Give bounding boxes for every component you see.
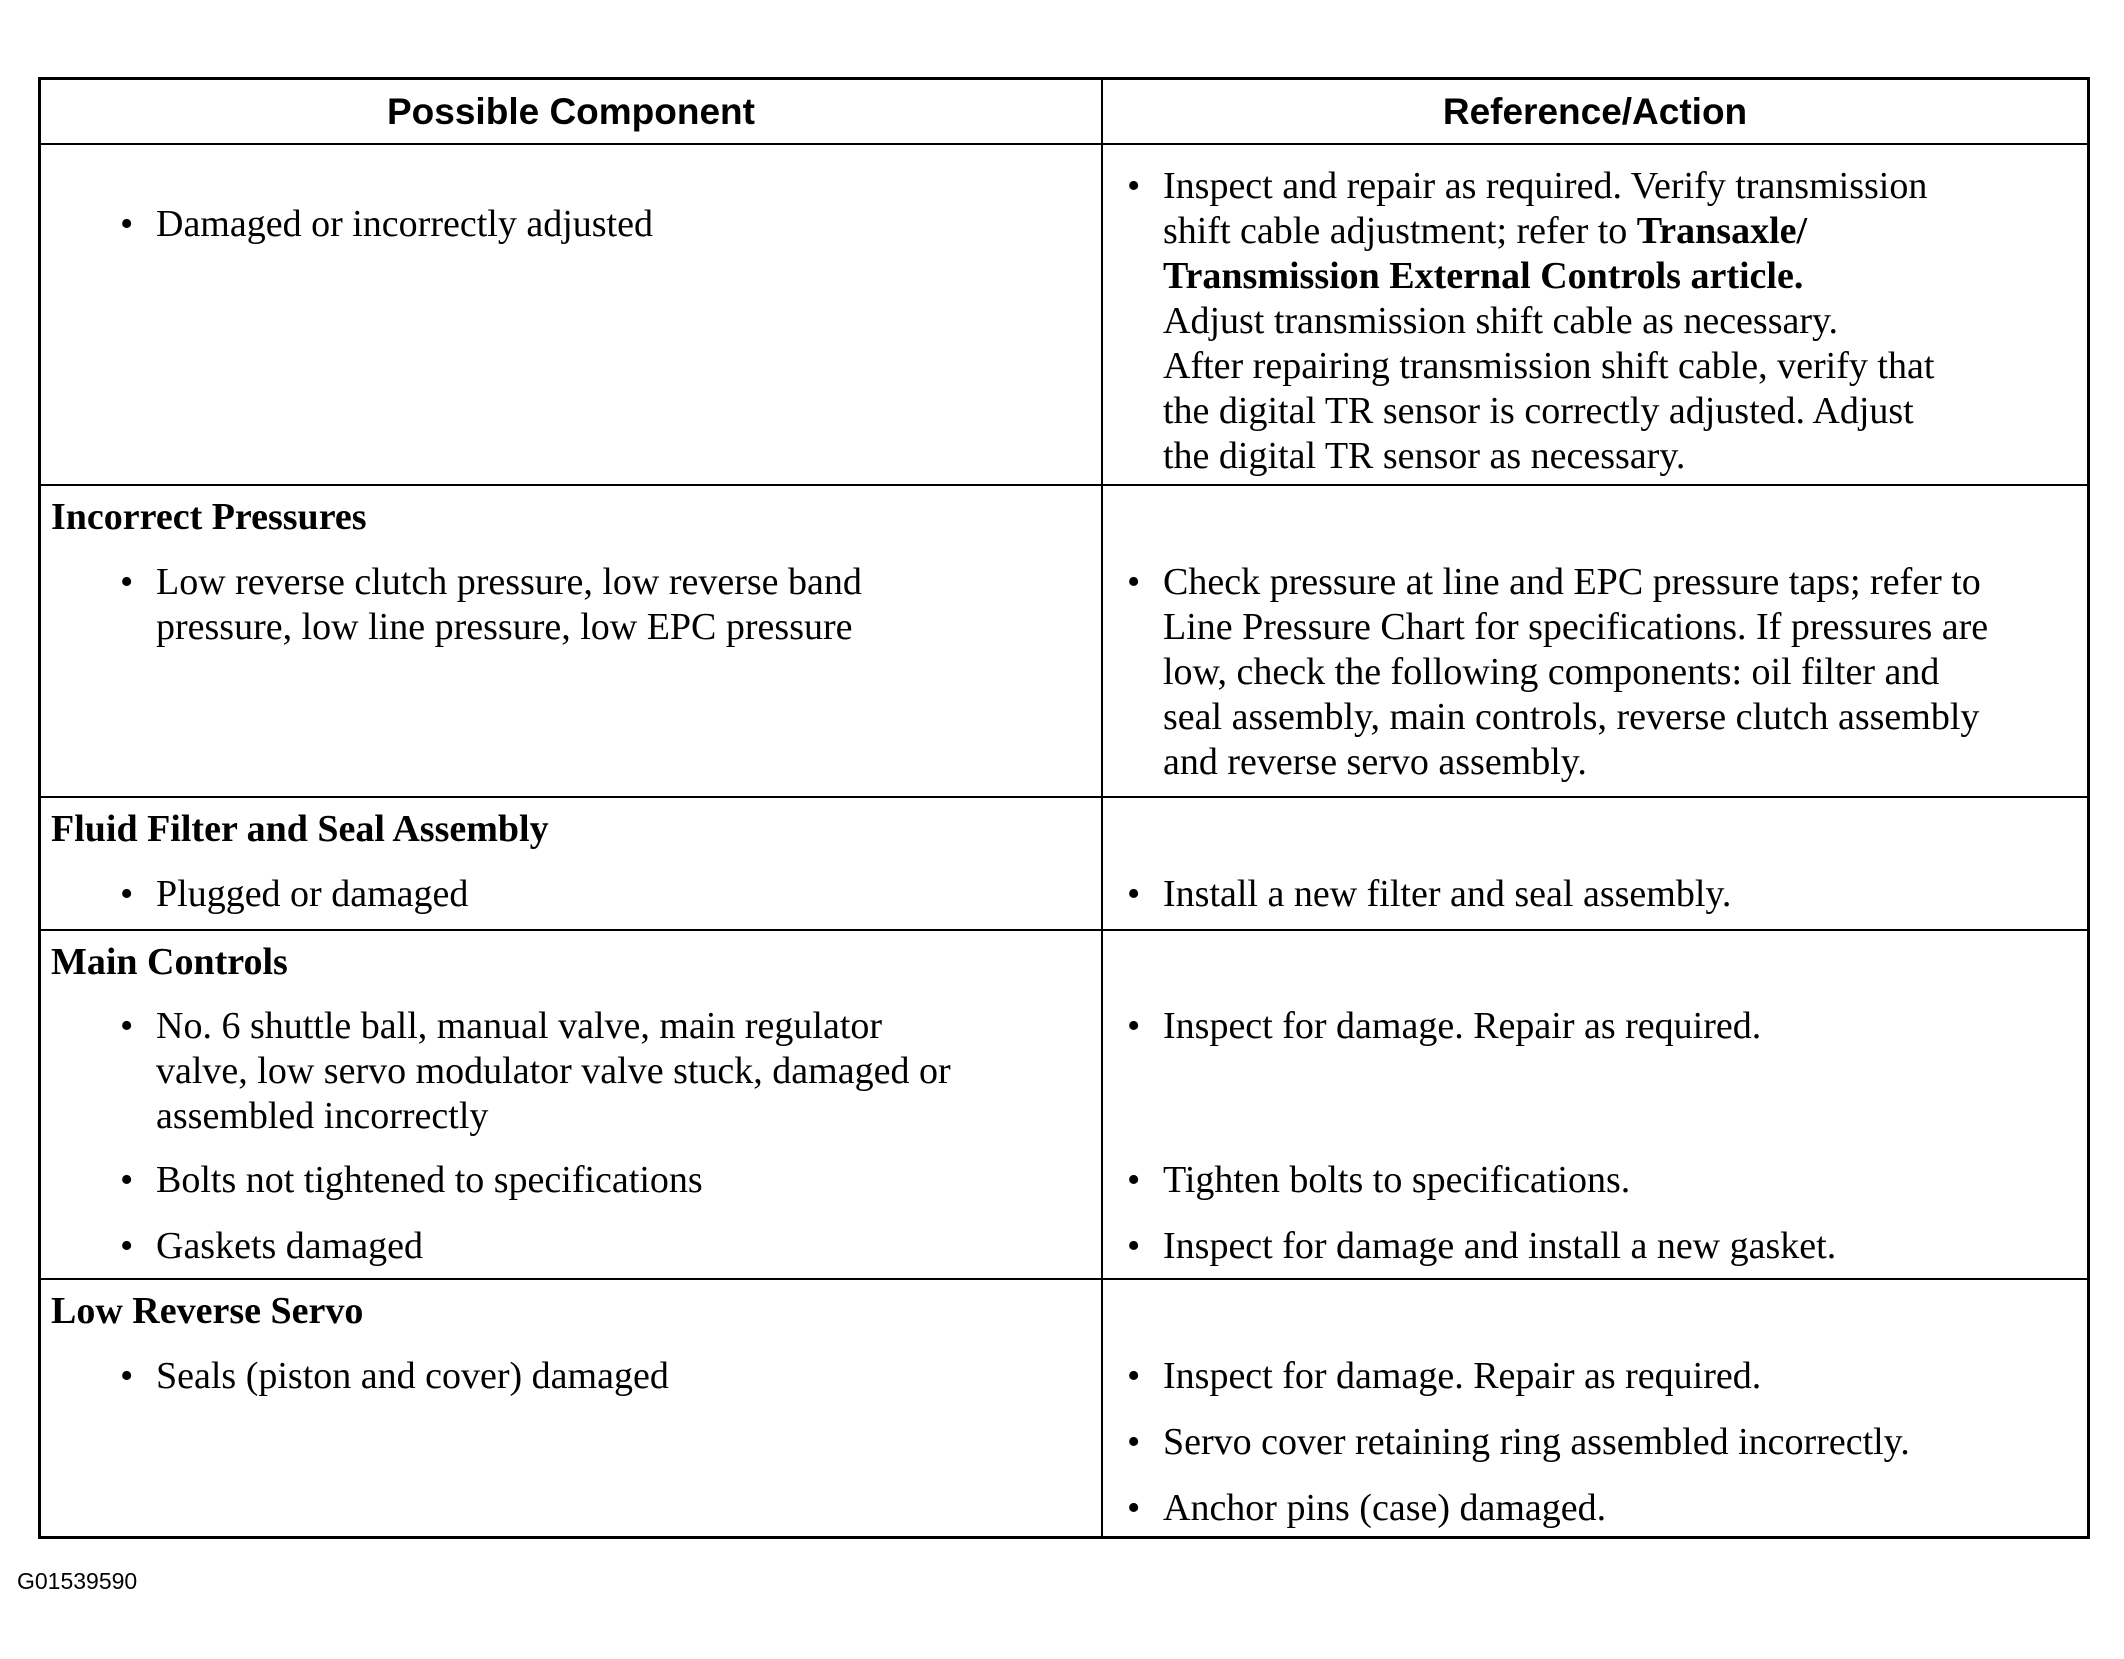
bullet: •: [120, 203, 134, 245]
row-divider: [41, 484, 2087, 486]
bullet: •: [1127, 1355, 1141, 1397]
incorrect-pressures-action: • Check pressure at line and EPC pressure taps; refer to Line Pressure Chart for specifications. If pressures are low, check the following components: oil filter and seal assembly, main controls, reverse clutch assembly and reverse servo assembly.: [1127, 561, 1989, 783]
header-possible-component: Possible Component: [387, 90, 755, 132]
bullet: •: [120, 1159, 134, 1201]
low-reverse-servo-component: • Seals (piston and cover) damaged: [120, 1355, 669, 1397]
low-reverse-servo-action-1: • Inspect for damage. Repair as required.: [1127, 1355, 1762, 1397]
section-title-low-reverse-servo: Low Reverse Servo: [51, 1290, 364, 1332]
fluid-filter-action: • Install a new filter and seal assembly.: [1127, 873, 1732, 915]
bullet: •: [120, 873, 134, 915]
row-divider: [41, 1278, 2087, 1280]
low-reverse-servo-action-2: • Servo cover retaining ring assembled incorrectly.: [1127, 1421, 1910, 1463]
row1-component: • Damaged or incorrectly adjusted: [120, 203, 653, 245]
bullet: •: [120, 1355, 134, 1397]
bullet: •: [1127, 1421, 1141, 1463]
header-divider: [41, 143, 2087, 145]
section-title-main-controls: Main Controls: [51, 941, 288, 983]
section-title-fluid-filter: Fluid Filter and Seal Assembly: [51, 808, 549, 850]
main-controls-component-3: • Gaskets damaged: [120, 1225, 423, 1267]
main-controls-component-1: • No. 6 shuttle ball, manual valve, main regulator valve, low servo modulator valve stuck, damaged or assembled incorrectly: [120, 1005, 951, 1137]
section-title-incorrect-pressures: Incorrect Pressures: [51, 496, 367, 538]
bullet: •: [1127, 561, 1141, 603]
main-controls-action-2: • Tighten bolts to specifications.: [1127, 1159, 1631, 1201]
header-reference-action: Reference/Action: [1442, 90, 1748, 132]
bullet: •: [1127, 1225, 1141, 1267]
incorrect-pressures-component: • Low reverse clutch pressure, low reverse band pressure, low line pressure, low EPC pressure: [120, 561, 862, 648]
main-controls-action-3: • Inspect for damage and install a new gasket.: [1127, 1225, 1837, 1267]
main-controls-component-2: • Bolts not tightened to specifications: [120, 1159, 703, 1201]
diagnosis-table: [38, 77, 2090, 1539]
bullet: •: [1127, 1159, 1141, 1201]
row-divider: [41, 929, 2087, 931]
bullet: •: [1127, 1487, 1141, 1529]
bullet: •: [1127, 873, 1141, 915]
column-divider: [1101, 80, 1103, 1536]
bullet: •: [1127, 1005, 1141, 1047]
bullet: •: [120, 1225, 134, 1267]
low-reverse-servo-action-3: • Anchor pins (case) damaged.: [1127, 1487, 1607, 1529]
row-divider: [41, 796, 2087, 798]
bullet: •: [120, 1005, 134, 1047]
main-controls-action-1: • Inspect for damage. Repair as required.: [1127, 1005, 1762, 1047]
figure-id: G01539590: [17, 1568, 138, 1594]
row1-action: • Inspect and repair as required. Verify transmission shift cable adjustment; refer to Transaxle/ Transmission External Controls article. Adjust transmission shift cable as necessary. After repairing transmission shift cable, verify that the digital TR sensor is correctly adjusted. Adjust the digital TR sensor as necessary.: [1127, 165, 1935, 477]
bullet: •: [1127, 165, 1141, 207]
bullet: •: [120, 561, 134, 603]
fluid-filter-component: • Plugged or damaged: [120, 873, 469, 915]
